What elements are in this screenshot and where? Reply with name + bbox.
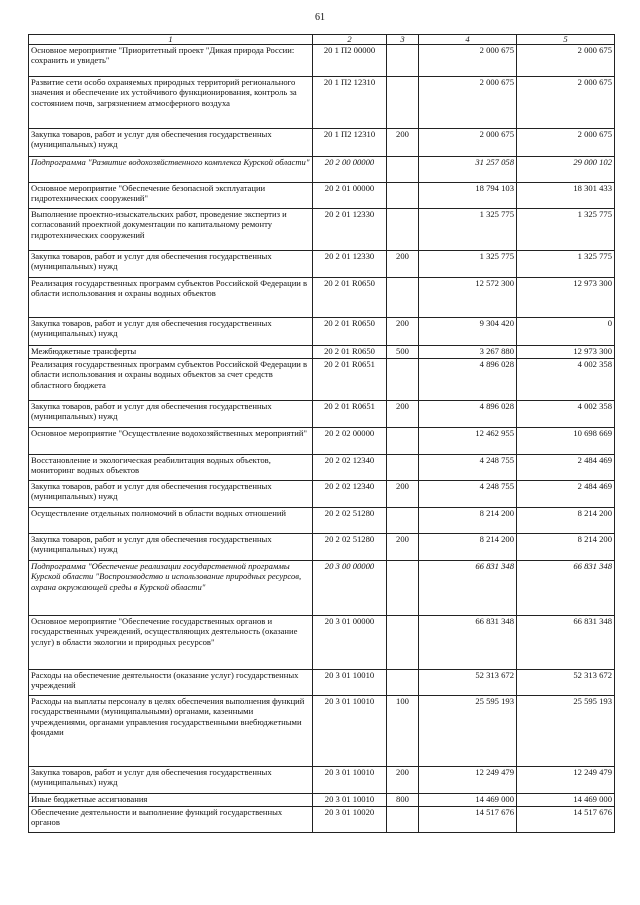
item-name-cell: Закупка товаров, работ и услуг для обеспечения государственных (муниципальных) нужд [29, 318, 313, 346]
amount-year2-cell: 14 517 676 [517, 807, 615, 833]
amount-year2-cell: 1 325 775 [517, 209, 615, 251]
amount-year1-cell: 14 469 000 [419, 794, 517, 807]
amount-year1-cell: 18 794 103 [419, 183, 517, 209]
table-row [29, 359, 615, 401]
amount-year2-cell: 8 214 200 [517, 534, 615, 561]
amount-year2-cell: 1 325 775 [517, 251, 615, 278]
table-row [29, 346, 615, 359]
target-code-cell: 20 2 02 12340 [313, 455, 387, 481]
expense-kind-cell: 200 [387, 481, 419, 508]
table-row [29, 183, 615, 209]
expense-kind-cell [387, 428, 419, 455]
amount-year1-cell: 4 248 755 [419, 481, 517, 508]
table-row [29, 157, 615, 183]
table-row [29, 455, 615, 481]
amount-year1-cell: 1 325 775 [419, 209, 517, 251]
table-row [29, 794, 615, 807]
table-row [29, 767, 615, 794]
target-code-cell: 20 3 01 10010 [313, 670, 387, 696]
amount-year1-cell: 9 304 420 [419, 318, 517, 346]
target-code-cell: 20 2 01 R0651 [313, 401, 387, 428]
item-name-cell: Подпрограмма "Обеспечение реализации государственной программы Курской области "Воспроизводство и использование природных ресурсов, охрана окружающей среды в Курской области" [29, 561, 313, 616]
item-name-cell: Иные бюджетные ассигнования [29, 794, 313, 807]
amount-year1-cell: 2 000 675 [419, 129, 517, 157]
item-name-cell: Подпрограмма "Развитие водохозяйственного комплекса Курской области" [29, 157, 313, 183]
table-row [29, 428, 615, 455]
target-code-cell: 20 3 00 00000 [313, 561, 387, 616]
item-name-cell: Обеспечение деятельности и выполнение функций государственных органов [29, 807, 313, 833]
amount-year2-cell: 12 249 479 [517, 767, 615, 794]
item-name-cell: Закупка товаров, работ и услуг для обеспечения государственных (муниципальных) нужд [29, 481, 313, 508]
item-name-cell: Развитие сети особо охраняемых природных территорий регионального значения и обеспечение их устойчивого функционирования, контроль за состоянием почв, загрязнением атмосферного воздуха [29, 77, 313, 129]
target-code-cell: 20 2 01 R0650 [313, 278, 387, 318]
amount-year2-cell: 66 831 348 [517, 561, 615, 616]
target-code-cell: 20 2 02 00000 [313, 428, 387, 455]
target-code-cell: 20 3 01 10010 [313, 794, 387, 807]
amount-year2-cell: 4 002 358 [517, 359, 615, 401]
budget-table-body [29, 35, 615, 833]
target-code-cell: 20 2 01 12330 [313, 209, 387, 251]
column-header-2: 2 [313, 35, 387, 45]
expense-kind-cell [387, 670, 419, 696]
amount-year1-cell: 66 831 348 [419, 561, 517, 616]
expense-kind-cell [387, 77, 419, 129]
target-code-cell: 20 1 П2 12310 [313, 77, 387, 129]
table-row [29, 77, 615, 129]
expense-kind-cell: 200 [387, 129, 419, 157]
amount-year1-cell: 1 325 775 [419, 251, 517, 278]
target-code-cell: 20 2 01 R0650 [313, 318, 387, 346]
amount-year1-cell: 4 896 028 [419, 401, 517, 428]
expense-kind-cell [387, 157, 419, 183]
amount-year2-cell: 2 000 675 [517, 45, 615, 77]
table-row [29, 251, 615, 278]
amount-year1-cell: 8 214 200 [419, 534, 517, 561]
target-code-cell: 20 2 01 R0650 [313, 346, 387, 359]
amount-year1-cell: 31 257 058 [419, 157, 517, 183]
column-header-1: 1 [29, 35, 313, 45]
target-code-cell: 20 2 01 12330 [313, 251, 387, 278]
budget-table [28, 34, 615, 833]
amount-year1-cell: 25 595 193 [419, 696, 517, 767]
amount-year1-cell: 12 572 300 [419, 278, 517, 318]
item-name-cell: Закупка товаров, работ и услуг для обеспечения государственных (муниципальных) нужд [29, 401, 313, 428]
item-name-cell: Закупка товаров, работ и услуг для обеспечения государственных (муниципальных) нужд [29, 767, 313, 794]
expense-kind-cell [387, 359, 419, 401]
item-name-cell: Осуществление отдельных полномочий в области водных отношений [29, 508, 313, 534]
amount-year2-cell: 2 000 675 [517, 77, 615, 129]
expense-kind-cell: 200 [387, 251, 419, 278]
amount-year2-cell: 2 000 675 [517, 129, 615, 157]
amount-year2-cell: 2 484 469 [517, 455, 615, 481]
target-code-cell: 20 3 01 10010 [313, 767, 387, 794]
expense-kind-cell: 200 [387, 401, 419, 428]
amount-year1-cell: 2 000 675 [419, 45, 517, 77]
amount-year1-cell: 2 000 675 [419, 77, 517, 129]
table-row [29, 318, 615, 346]
expense-kind-cell [387, 183, 419, 209]
target-code-cell: 20 2 02 51280 [313, 534, 387, 561]
item-name-cell: Закупка товаров, работ и услуг для обеспечения государственных (муниципальных) нужд [29, 251, 313, 278]
amount-year2-cell: 52 313 672 [517, 670, 615, 696]
amount-year1-cell: 52 313 672 [419, 670, 517, 696]
table-row [29, 508, 615, 534]
amount-year1-cell: 12 462 955 [419, 428, 517, 455]
amount-year1-cell: 8 214 200 [419, 508, 517, 534]
item-name-cell: Закупка товаров, работ и услуг для обеспечения государственных (муниципальных) нужд [29, 534, 313, 561]
item-name-cell: Расходы на выплаты персоналу в целях обеспечения выполнения функций государственными (муниципальными) органами, казенными учреждениями, органами управления государственными внебюджетными фондами [29, 696, 313, 767]
table-row [29, 616, 615, 670]
table-row [29, 401, 615, 428]
item-name-cell: Межбюджетные трансферты [29, 346, 313, 359]
expense-kind-cell [387, 45, 419, 77]
item-name-cell: Основное мероприятие "Обеспечение безопасной эксплуатации гидротехнических сооружений" [29, 183, 313, 209]
expense-kind-cell [387, 278, 419, 318]
expense-kind-cell [387, 455, 419, 481]
item-name-cell: Реализация государственных программ субъектов Российской Федерации в области использования и охраны водных объектов [29, 278, 313, 318]
amount-year2-cell: 10 698 669 [517, 428, 615, 455]
expense-kind-cell [387, 807, 419, 833]
item-name-cell: Основное мероприятие "Обеспечение государственных органов и государственных учреждений, осуществляющих деятельность (оказание услуг) в области экологии и природных ресурсов" [29, 616, 313, 670]
column-header-4: 4 [419, 35, 517, 45]
column-header-5: 5 [517, 35, 615, 45]
expense-kind-cell: 200 [387, 534, 419, 561]
table-row [29, 807, 615, 833]
target-code-cell: 20 3 01 10020 [313, 807, 387, 833]
item-name-cell: Выполнение проектно-изыскательских работ, проведение экспертиз и согласований проектной документации по капитальному ремонту гидротехнических сооружений [29, 209, 313, 251]
column-header-3: 3 [387, 35, 419, 45]
item-name-cell: Расходы на обеспечение деятельности (оказание услуг) государственных учреждений [29, 670, 313, 696]
target-code-cell: 20 2 01 00000 [313, 183, 387, 209]
page-number: 61 [315, 12, 325, 23]
item-name-cell: Восстановление и экологическая реабилитация водных объектов, мониторинг водных объектов [29, 455, 313, 481]
target-code-cell: 20 2 02 51280 [313, 508, 387, 534]
target-code-cell: 20 1 П2 12310 [313, 129, 387, 157]
amount-year1-cell: 3 267 880 [419, 346, 517, 359]
table-row [29, 696, 615, 767]
table-row [29, 481, 615, 508]
item-name-cell: Основное мероприятие "Приоритетный проект "Дикая природа России: сохранить и увидеть" [29, 45, 313, 77]
amount-year1-cell: 4 248 755 [419, 455, 517, 481]
expense-kind-cell: 200 [387, 767, 419, 794]
amount-year1-cell: 14 517 676 [419, 807, 517, 833]
amount-year1-cell: 4 896 028 [419, 359, 517, 401]
column-header-row [29, 35, 615, 45]
amount-year2-cell: 66 831 348 [517, 616, 615, 670]
target-code-cell: 20 2 00 00000 [313, 157, 387, 183]
amount-year2-cell: 18 301 433 [517, 183, 615, 209]
item-name-cell: Реализация государственных программ субъектов Российской Федерации в области использования и охраны водных объектов за счет средств областного бюджета [29, 359, 313, 401]
amount-year2-cell: 12 973 300 [517, 346, 615, 359]
expense-kind-cell [387, 508, 419, 534]
expense-kind-cell: 100 [387, 696, 419, 767]
expense-kind-cell [387, 561, 419, 616]
amount-year1-cell: 12 249 479 [419, 767, 517, 794]
amount-year2-cell: 0 [517, 318, 615, 346]
expense-kind-cell [387, 616, 419, 670]
amount-year2-cell: 4 002 358 [517, 401, 615, 428]
expense-kind-cell: 500 [387, 346, 419, 359]
target-code-cell: 20 3 01 00000 [313, 616, 387, 670]
expense-kind-cell: 200 [387, 318, 419, 346]
expense-kind-cell: 800 [387, 794, 419, 807]
amount-year2-cell: 14 469 000 [517, 794, 615, 807]
item-name-cell: Закупка товаров, работ и услуг для обеспечения государственных (муниципальных) нужд [29, 129, 313, 157]
target-code-cell: 20 3 01 10010 [313, 696, 387, 767]
amount-year2-cell: 25 595 193 [517, 696, 615, 767]
amount-year2-cell: 29 000 102 [517, 157, 615, 183]
table-row [29, 45, 615, 77]
target-code-cell: 20 1 П2 00000 [313, 45, 387, 77]
table-row [29, 561, 615, 616]
item-name-cell: Основное мероприятие "Осуществление водохозяйственных мероприятий" [29, 428, 313, 455]
table-row [29, 278, 615, 318]
amount-year2-cell: 12 973 300 [517, 278, 615, 318]
amount-year2-cell: 2 484 469 [517, 481, 615, 508]
expense-kind-cell [387, 209, 419, 251]
table-row [29, 129, 615, 157]
table-row [29, 534, 615, 561]
target-code-cell: 20 2 02 12340 [313, 481, 387, 508]
table-row [29, 670, 615, 696]
table-row [29, 209, 615, 251]
amount-year2-cell: 8 214 200 [517, 508, 615, 534]
amount-year1-cell: 66 831 348 [419, 616, 517, 670]
target-code-cell: 20 2 01 R0651 [313, 359, 387, 401]
